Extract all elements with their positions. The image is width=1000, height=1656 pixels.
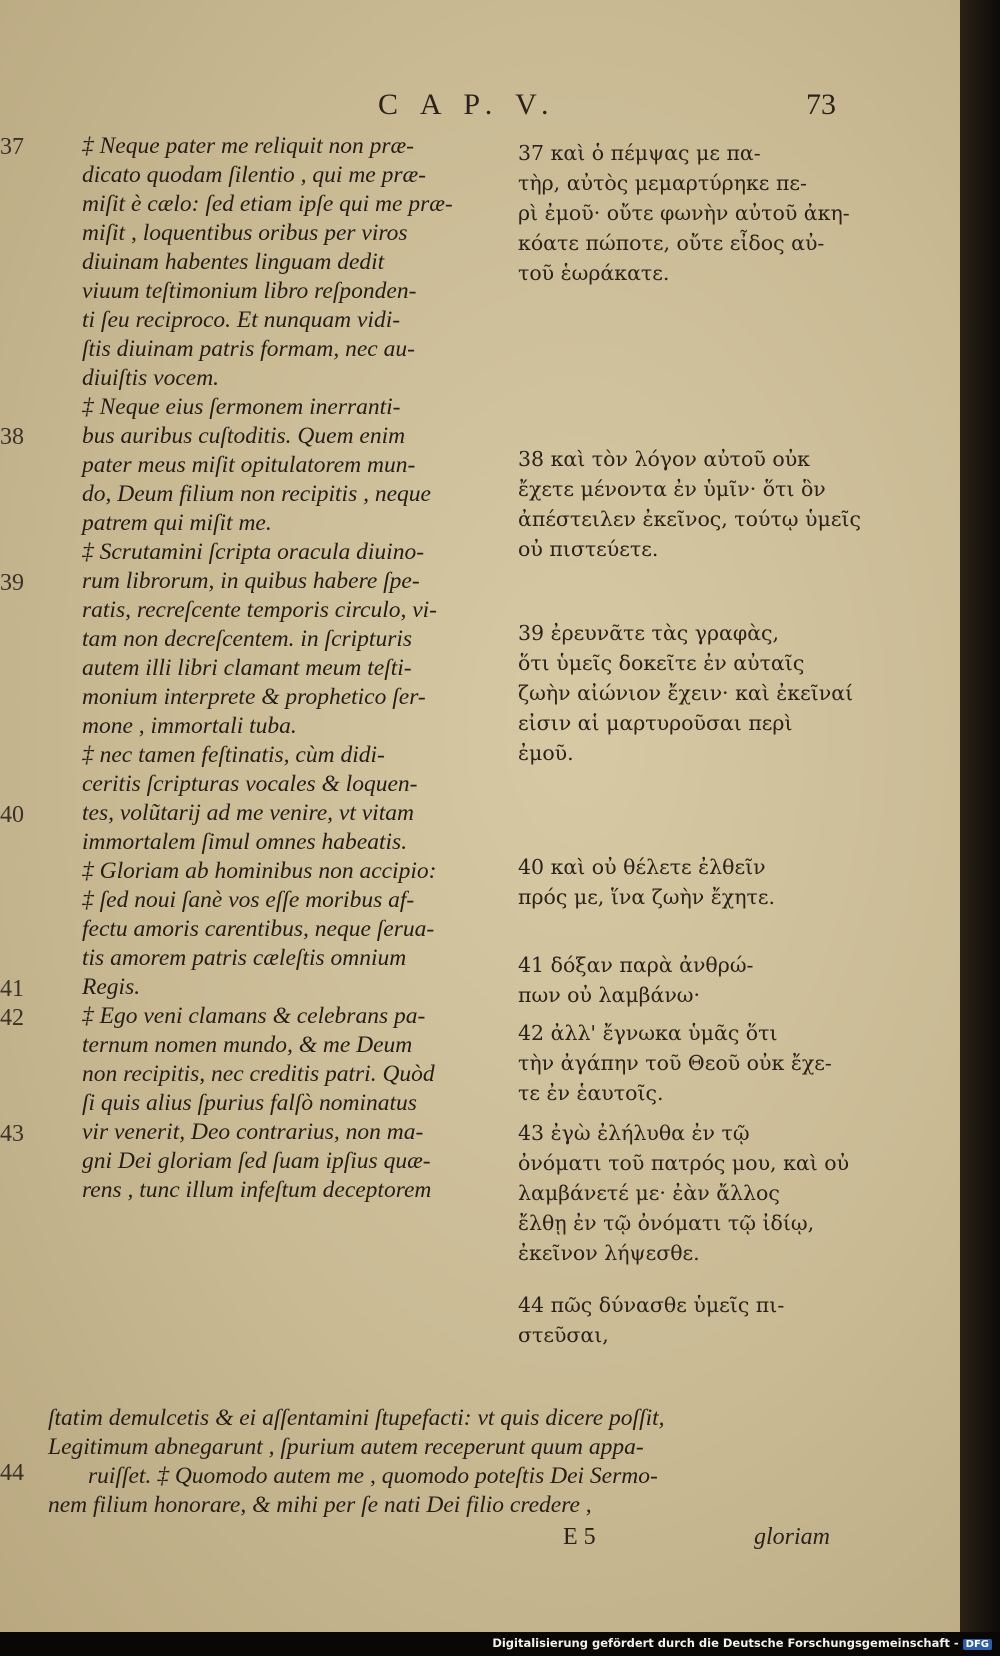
latin-line: mone , immortali tuba. [82, 713, 297, 739]
verse-number: 43 [0, 1121, 24, 1147]
latin-line: do, Deum filium non recipitis , neque [82, 481, 431, 507]
greek-line: τοῦ ἑωράκατε. [518, 261, 670, 285]
full-line: Legitimum abnegarunt , ſpurium autem receperunt quum appa- [48, 1434, 644, 1460]
latin-line: gni Dei gloriam ſed ſuam ipſius quæ- [82, 1148, 431, 1174]
greek-verse-42 [518, 1018, 858, 1108]
latin-line: ‡ Ego veni clamans & celebrans pa- [82, 1003, 426, 1029]
latin-line: diuinam habentes linguam dedit [82, 249, 385, 275]
greek-line: ἀπέστειλεν ἐκεῖνος, τούτῳ ὑμεῖς [518, 507, 861, 531]
greek-line: τὴν ἀγάπην τοῦ Θεοῦ οὐκ ἔχε- [518, 1051, 832, 1075]
greek-line: τε ἐν ἑαυτοῖς. [518, 1081, 664, 1105]
running-title: C A P. V. [378, 88, 557, 121]
greek-line: 38 καὶ τὸν λόγον αὐτοῦ οὐκ [518, 447, 810, 471]
verse-number: 37 [0, 134, 24, 160]
latin-line: non recipitis, nec creditis patri. Quòd [82, 1061, 435, 1087]
verse-number: 44 [0, 1460, 24, 1486]
latin-line: ratis, recreſcente temporis circulo, vi- [82, 597, 438, 623]
full-line: ſtatim demulcetis & ei aſſentamini ſtupefacti: vt quis dicere poſſit, [48, 1405, 665, 1431]
latin-line: miſit , loquentibus oribus per viros [82, 220, 408, 246]
latin-line: ſi quis alius ſpurius falſò nominatus [82, 1090, 417, 1116]
latin-line: dicato quodam ſilentio , qui me præ- [82, 162, 426, 188]
greek-line: κόατε πώποτε, οὔτε εἶδος αὐ- [518, 231, 825, 255]
latin-line: ‡ Neque eius ſermonem inerranti- [82, 394, 401, 420]
latin-line: patrem qui miſit me. [82, 510, 272, 536]
dfg-logo: DFG [963, 1639, 992, 1650]
latin-line: ternum nomen mundo, & me Deum [82, 1032, 413, 1058]
latin-line: tes, volũtarij ad me venire, vt vitam [82, 800, 414, 826]
greek-line: οὐ πιστεύετε. [518, 537, 659, 561]
latin-line: ſtis diuinam patris formam, nec au- [82, 336, 415, 362]
footer-bar [0, 1632, 1000, 1656]
greek-line: 41 δόξαν παρὰ ἀνθρώ- [518, 953, 754, 977]
full-line: nem filium honorare, & mihi per ſe nati Dei filio credere , [48, 1492, 592, 1518]
latin-column [82, 132, 542, 1205]
greek-line: 44 πῶς δύνασθε ὑμεῖς πι- [518, 1293, 785, 1317]
latin-line: autem illi libri clamant meum teſti- [82, 655, 412, 681]
latin-line: ti ſeu reciproco. Et nunquam vidi- [82, 307, 401, 333]
latin-line: ‡ Scrutamini ſcripta oracula diuino- [82, 539, 425, 565]
latin-line: miſit è cælo: ſed etiam ipſe qui me præ- [82, 191, 453, 217]
greek-line: πρός με, ἵνα ζωὴν ἔχητε. [518, 885, 775, 909]
latin-line: immortalem ſimul omnes habeatis. [82, 829, 408, 855]
verse-number: 40 [0, 802, 24, 828]
latin-line: Regis. [82, 974, 141, 1000]
greek-line: ἐμοῦ. [518, 741, 574, 765]
greek-verse-40 [518, 852, 858, 912]
catchword: gloriam [754, 1524, 831, 1550]
latin-line: pater meus miſit opitulatorem mun- [82, 452, 416, 478]
greek-line: 37 καὶ ὁ πέμψας με πα- [518, 141, 761, 165]
full-width-text [48, 1404, 878, 1520]
verse-number: 42 [0, 1005, 24, 1031]
greek-verse-41 [518, 950, 858, 1010]
verse-number: 38 [0, 424, 24, 450]
footer-text: Digitalisierung gefördert durch die Deutsche Forschungsgemeinschaft - [492, 1636, 959, 1650]
greek-line: 39 ἐρευνᾶτε τὰς γραφὰς, [518, 621, 780, 645]
greek-line: ζωὴν αἰώνιον ἔχειν· καὶ ἐκεῖναί [518, 681, 854, 705]
latin-line: diuiſtis vocem. [82, 365, 220, 391]
greek-line: 43 ἐγὼ ἐλήλυθα ἐν τῷ [518, 1121, 750, 1145]
greek-verse-43 [518, 1118, 858, 1268]
greek-line: τὴρ, αὐτὸς μεμαρτύρηκε πε- [518, 171, 807, 195]
greek-line: ὅτι ὑμεῖς δοκεῖτε ἐν αὐταῖς [518, 651, 805, 675]
latin-line: monium interprete & prophetico ſer- [82, 684, 426, 710]
latin-line: rens , tunc illum infeſtum deceptorem [82, 1177, 432, 1203]
greek-line: λαμβάνετέ με· ἐὰν ἄλλος [518, 1181, 780, 1205]
latin-line: tis amorem patris cæleſtis omnium [82, 945, 407, 971]
latin-line: ‡ Neque pater me reliquit non præ- [82, 133, 415, 159]
greek-line: 42 ἀλλ' ἔγνωκα ὑμᾶς ὅτι [518, 1021, 778, 1045]
verse-number: 39 [0, 570, 24, 596]
latin-line: ‡ nec tamen feſtinatis, cùm didi- [82, 742, 385, 768]
greek-verse-38 [518, 444, 861, 564]
latin-line: fectu amoris carentibus, neque ſerua- [82, 916, 435, 942]
book-spine [960, 0, 1000, 1656]
greek-line: ὀνόματι τοῦ πατρός μου, καὶ οὐ [518, 1151, 850, 1175]
latin-line: rum librorum, in quibus habere ſpe- [82, 568, 420, 594]
greek-line: πων οὐ λαμβάνω· [518, 983, 701, 1007]
latin-line: viuum teſtimonium libro reſponden- [82, 278, 417, 304]
greek-verse-39 [518, 618, 858, 768]
greek-line: ρὶ ἐμοῦ· οὔτε φωνὴν αὐτοῦ ἀκη- [518, 201, 850, 225]
greek-line: ἐκεῖνον λήψεσθε. [518, 1241, 700, 1265]
latin-line: ‡ ſed noui ſanè vos eſſe moribus af- [82, 887, 415, 913]
greek-verse-44 [518, 1290, 858, 1350]
greek-line: 40 καὶ οὐ θέλετε ἐλθεῖν [518, 855, 766, 879]
greek-line: στεῦσαι, [518, 1323, 609, 1347]
verse-number: 41 [0, 976, 24, 1002]
page-number: 73 [806, 88, 836, 121]
latin-line: tam non decreſcentem. in ſcripturis [82, 626, 413, 652]
latin-line: ‡ Gloriam ab hominibus non accipio: [82, 858, 437, 884]
latin-line: ceritis ſcripturas vocales & loquen- [82, 771, 418, 797]
full-line: ruiſſet. ‡ Quomodo autem me , quomodo poteſtis Dei Sermo- [88, 1463, 658, 1489]
latin-line: vir venerit, Deo contrarius, non ma- [82, 1119, 424, 1145]
page-header [0, 88, 960, 128]
footer-credit [492, 1636, 992, 1650]
greek-line: ἔχετε μένοντα ἐν ὑμῖν· ὅτι ὃν [518, 477, 826, 501]
signature-mark: E 5 [563, 1524, 596, 1550]
greek-line: ἔλθῃ ἐν τῷ ὀνόματι τῷ ἰδίῳ, [518, 1211, 815, 1235]
greek-verse-37 [518, 138, 858, 288]
latin-line: bus auribus cuſtoditis. Quem enim [82, 423, 406, 449]
greek-line: εἰσιν αἱ μαρτυροῦσαι περὶ [518, 711, 793, 735]
